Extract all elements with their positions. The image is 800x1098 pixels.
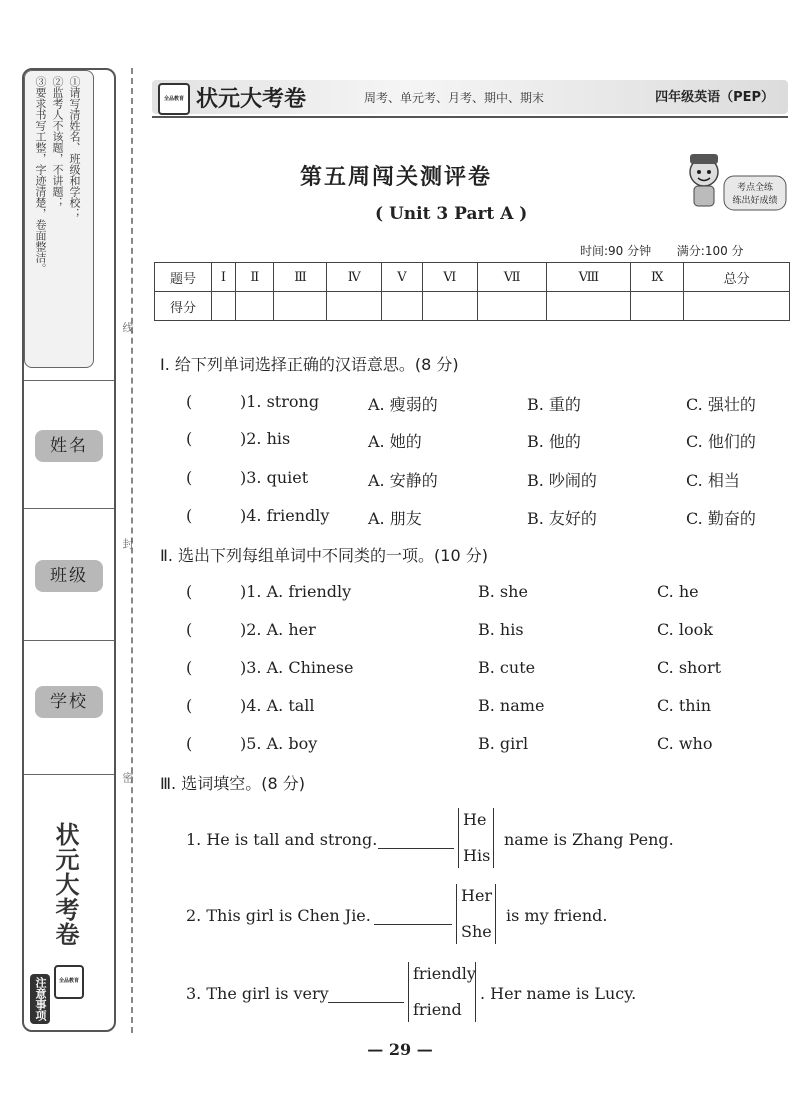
question-number-option-a: )2. A. her [240,620,316,639]
header-rule [152,116,788,118]
option-c: C. 相当 [686,471,740,490]
table-header-cell: Ⅷ [547,263,631,292]
note-item: ②监考人不该题，不讲题； [51,76,64,208]
mascot-eye [707,170,711,174]
time-limit: 时间:90 分钟 [580,244,652,258]
answer-paren[interactable]: ( [186,620,193,639]
question-number-word: )2. his [240,429,291,448]
score-cell[interactable] [212,292,236,321]
answer-paren[interactable]: ( [186,392,193,411]
notes-text [32,76,83,274]
score-cell[interactable] [327,292,382,321]
answer-paren[interactable]: ( [186,658,193,677]
header-tagline: 周考、单元考、月考、期中、期末 [364,91,545,105]
mascot-hat [690,154,718,164]
answer-paren[interactable]: ( [186,506,193,525]
divider [24,774,114,775]
option-b: B. 他的 [527,432,581,451]
page-title: 第五周闯关测评卷 [300,165,493,190]
option-b: B. name [478,696,545,715]
score-cell[interactable] [422,292,477,321]
mascot-text: 练出好成绩 [732,196,778,206]
answer-paren[interactable]: ( [186,468,193,487]
full-score: 满分:100 分 [676,244,744,258]
table-header-cell: Ⅲ [274,263,327,292]
choice-option: She [461,922,492,941]
question-stem: 2. This girl is Chen Jie. [186,906,371,925]
option-c: C. look [657,620,713,639]
exam-meta [580,242,744,259]
table-header-cell: Ⅳ [327,263,382,292]
question-tail: is my friend. [506,906,608,925]
option-c: C. 强壮的 [686,395,756,414]
note-item: ③要求书写工整，字迹清楚，卷面整洁。 [34,76,47,274]
mascot-body [694,186,714,206]
note-item: ①请写清姓名、班级和学校； [68,76,81,219]
mascot-text: 考点全练 [736,183,774,193]
answer-blank[interactable] [374,924,452,925]
cut-line [131,68,133,1033]
mascot-eye [697,170,701,174]
name-field-label: 姓名 [35,430,103,462]
choice-option: His [463,846,491,865]
option-b: B. 吵闹的 [527,471,597,490]
page-number: — 29 — [367,1040,433,1059]
answer-blank[interactable] [378,848,454,849]
table-header-cell: Ⅸ [631,263,684,292]
option-a: A. 安静的 [368,471,438,490]
question-number-option-a: )5. A. boy [240,734,318,753]
header-brand: 状元大考卷 [196,87,307,112]
option-b: B. his [478,620,524,639]
question-stem: 1. He is tall and strong. [186,830,378,849]
option-a: A. 瘦弱的 [368,395,438,414]
word-choice-bracket [408,962,476,1022]
option-b: B. 重的 [527,395,581,414]
option-b: B. cute [478,658,536,677]
logo-text: 全品教育 [163,96,184,102]
question-number-option-a: )4. A. tall [240,696,315,715]
question-number-word: )4. friendly [240,506,330,525]
option-c: C. thin [657,696,711,715]
table-header-cell: 题号 [155,263,212,292]
mascot-illustration [682,148,790,218]
score-cell[interactable] [382,292,423,321]
question-tail: name is Zhang Peng. [504,830,674,849]
option-b: B. girl [478,734,529,753]
table-header-cell: Ⅶ [477,263,547,292]
answer-paren[interactable]: ( [186,734,193,753]
seal-mark: 密 [121,772,134,783]
answer-paren[interactable]: ( [186,582,193,601]
sidebar-logo-icon [54,965,84,999]
sidebar-brand-logo: 状元大考卷 [51,822,79,947]
option-b: B. 友好的 [527,509,597,528]
option-c: C. 他们的 [686,432,756,451]
table-header-cell: Ⅵ [422,263,477,292]
seal-mark: 线 [121,322,134,333]
question-tail: . Her name is Lucy. [480,984,637,1003]
question-number-option-a: )3. A. Chinese [240,658,354,677]
answer-paren[interactable]: ( [186,696,193,715]
score-cell[interactable] [274,292,327,321]
option-c: C. 勤奋的 [686,509,756,528]
divider [24,380,114,381]
option-c: C. short [657,658,722,677]
choice-option: friend [413,1000,462,1019]
score-cell[interactable] [631,292,684,321]
table-row [155,263,790,292]
divider [24,640,114,641]
question-number-word: )3. quiet [240,468,309,487]
question-number-option-a: )1. A. friendly [240,582,352,601]
school-field-label: 学校 [35,686,103,718]
option-a: A. 她的 [368,432,422,451]
notes-title: 注意事项 [30,974,50,1024]
score-table [154,262,790,321]
logo-text: 全品教育 [58,978,79,984]
choice-option: friendly [413,964,476,983]
word-choice-bracket [456,884,496,944]
table-header-cell: Ⅰ [212,263,236,292]
choice-option: Her [461,886,493,905]
option-c: C. who [657,734,713,753]
seal-mark: 封 [121,538,134,549]
option-c: C. he [657,582,699,601]
table-header-cell: Ⅱ [236,263,274,292]
score-cell[interactable] [477,292,547,321]
question-number-word: )1. strong [240,392,320,411]
brand-logo-icon [158,83,190,115]
score-cell[interactable] [547,292,631,321]
page-subtitle: ( Unit 3 Part A ) [375,204,528,224]
option-a: A. 朋友 [368,509,422,528]
answer-blank[interactable] [328,1002,404,1003]
class-field-label: 班级 [35,560,103,592]
header-grade: 四年级英语（PEP） [655,90,774,105]
section-3-title: Ⅲ. 选词填空。(8 分) [160,774,305,793]
divider [24,508,114,509]
score-cell[interactable] [684,292,790,321]
table-row-label: 得分 [155,292,212,321]
table-row [155,292,790,321]
table-header-cell: 总分 [684,263,790,292]
word-choice-bracket [458,808,494,868]
page-header [152,80,788,114]
answer-paren[interactable]: ( [186,429,193,448]
section-1-title: Ⅰ. 给下列单词选择正确的汉语意思。(8 分) [160,355,459,374]
option-b: B. she [478,582,528,601]
score-cell[interactable] [236,292,274,321]
choice-option: He [463,810,487,829]
table-header-cell: Ⅴ [382,263,423,292]
section-2-title: Ⅱ. 选出下列每组单词中不同类的一项。(10 分) [160,546,488,565]
question-stem: 3. The girl is very [186,984,329,1003]
binding-sidebar [22,68,116,1032]
